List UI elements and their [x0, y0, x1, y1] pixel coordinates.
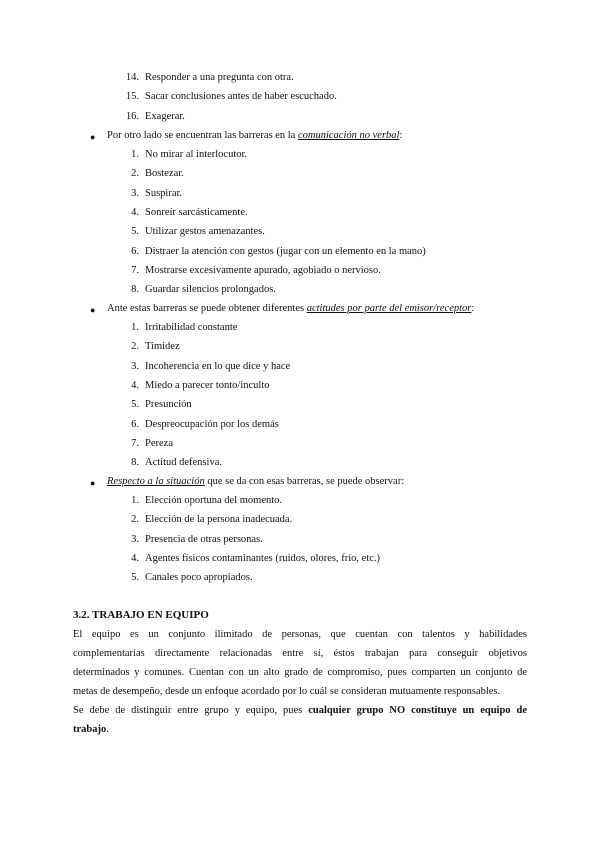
list-item-number: 3. [131, 187, 139, 199]
list-item-number: 4. [131, 206, 139, 218]
list-item-number: 8. [131, 457, 139, 469]
list-item-number: 4. [131, 379, 139, 391]
list-item-number: 3. [131, 360, 139, 372]
bullet-marker: ● [90, 132, 96, 142]
bullet-text-attitudes: Ante estas barreras se puede obtener diferentes actitudes por parte del emisor/receptor: [107, 303, 475, 314]
list-item-text: Sonreír sarcásticamente. [145, 206, 248, 218]
list-item-text: Exagerar. [145, 110, 185, 122]
list-item-number: 1. [131, 149, 139, 160]
bullet-text-situation: Respecto a la situación que se da con esas barreras, se puede observar: [107, 476, 405, 487]
list-item-number: 3. [131, 533, 139, 545]
paragraph-line: complementarias directamente relacionadas entre sí, éstos trabajan para conseguir objetivos [73, 648, 527, 659]
list-item-number: 2. [131, 514, 139, 526]
list-item-number: 1. [131, 495, 139, 506]
list-item-text: Incoherencia en lo que dice y hace [145, 360, 291, 372]
list-item-number: 5. [131, 572, 139, 584]
list-item-text: Pereza [145, 437, 173, 449]
list-item-number: 1. [131, 322, 139, 333]
list-item-number: 6. [131, 418, 139, 430]
list-item-text: Responder a una pregunta con otra. [145, 72, 294, 83]
bullet-marker: ● [90, 305, 96, 315]
list-item-text: Sacar conclusiones antes de haber escuchado. [145, 91, 337, 103]
list-item-text: Miedo a parecer tonto/inculto [145, 379, 270, 391]
list-item-number: 8. [131, 284, 139, 296]
list-item-number: 2. [131, 341, 139, 353]
list-item-number: 5. [131, 226, 139, 238]
section-heading: 3.2. TRABAJO EN EQUIPO [73, 609, 209, 621]
list-item-text: Suspirar. [145, 187, 183, 199]
list-item-text: Mostrarse excesivamente apurado, agobiado o nervioso. [145, 264, 381, 276]
paragraph-line: determinados y comunes. Cuentan con un alto grado de compromiso, pues comparten un conjunto de [73, 667, 527, 678]
bullet-text-nonverbal: Por otro lado se encuentran las barreras en la comunicación no verbal: [107, 130, 403, 141]
list-item-number: 2. [131, 168, 139, 180]
list-item-text: Despreocupación por los demás [145, 418, 279, 430]
list-item-text: Utilizar gestos amenazantes. [145, 226, 265, 238]
list-item-text: No mirar al interlocutor. [145, 149, 248, 160]
section-paragraph [73, 625, 527, 739]
paragraph-line: trabajo. [73, 724, 109, 735]
list-item-text: Elección oportuna del momento. [145, 495, 283, 506]
list-item-text: Irritabilidad constante [145, 322, 238, 333]
list-item-text: Distraer la atención con gestos (jugar con un elemento en la mano) [145, 245, 426, 257]
list-item-text: Bostezar. [145, 168, 184, 180]
list-item-number: 4. [131, 552, 139, 564]
paragraph-line: El equipo es un conjunto ilimitado de personas, que cuentan con talentos y habilidades [73, 629, 527, 640]
list-item-text: Guardar silencios prolongados. [145, 284, 276, 296]
bullet-marker: ● [90, 478, 96, 488]
list-item-number: 7. [131, 437, 139, 449]
list-item-number: 14. [125, 72, 139, 83]
list-item-text: Agentes físicos contaminantes (ruidos, olores, frío, etc.) [145, 552, 381, 564]
list-item-number: 5. [131, 399, 139, 411]
list-item-text: Timidez [145, 341, 180, 353]
list-item-number: 7. [131, 264, 139, 276]
list-item-text: Canales poco apropiados. [145, 572, 253, 584]
paragraph-line: metas de desempeño, desde un enfoque acordado por lo cuál se consideran mutuamente responsables. [73, 686, 501, 697]
list-item-number: 15. [125, 91, 139, 103]
list-item-number: 6. [131, 245, 139, 257]
list-item-text: Elección de la persona inadecuada. [145, 514, 293, 526]
list-item-text: Presunción [145, 399, 192, 411]
paragraph-line: Se debe de distinguir entre grupo y equipo, pues cualquier grupo NO constituye un equipo de [73, 705, 527, 716]
list-item-text: Presencia de otras personas. [145, 533, 263, 545]
list-item-text: Actitud defensiva. [145, 457, 222, 469]
list-item-number: 16. [125, 110, 139, 122]
